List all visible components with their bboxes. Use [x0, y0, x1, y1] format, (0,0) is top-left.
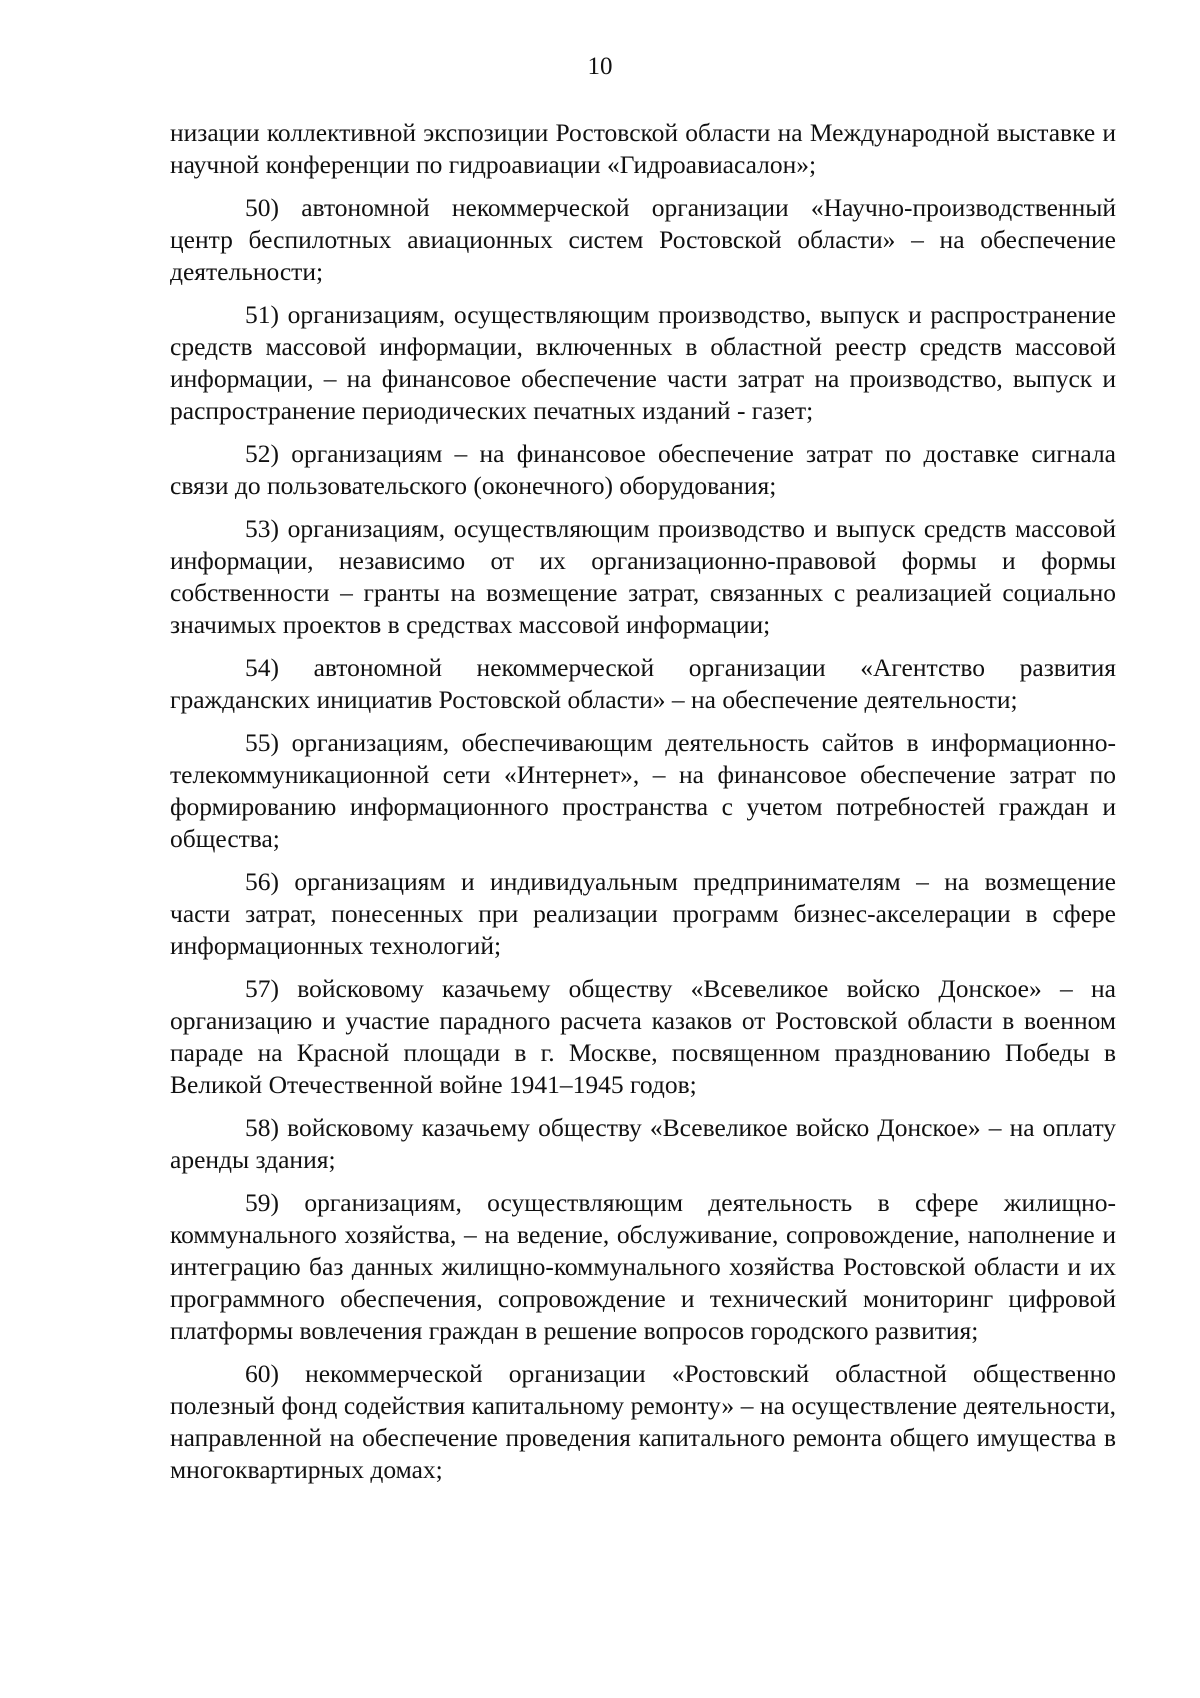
paragraph-item-56: 56) организациям и индивидуальным предпринимателям – на возмещение части затрат, понесенных при реализации программ бизнес-акселерации в сфере информационных технологий;: [170, 867, 1116, 960]
paragraph-item-57: 57) войсковому казачьему обществу «Всевеликое войско Донское» – на организацию и участие парадного расчета казаков от Ростовской области в военном параде на Красной площади в г. Москве, посвященном празднованию Победы в Великой Отечественной войне 1941–1945 годов;: [170, 974, 1116, 1099]
paragraph-item-55: 55) организациям, обеспечивающим деятельность сайтов в информационно-телекоммуникационной сети «Интернет», – на финансовое обеспечение затрат по формированию информационного пространства с учетом потребностей граждан и общества;: [170, 728, 1116, 853]
page-number: 10: [587, 53, 613, 80]
document-body: [170, 117, 1116, 1497]
paragraph-item-54: 54) автономной некоммерческой организации «Агентство развития гражданских инициатив Ростовской области» – на обеспечение деятельности;: [170, 653, 1116, 714]
paragraph-continuation: низации коллективной экспозиции Ростовской области на Международной выставке и научной конференции по гидроавиации «Гидроавиасалон»;: [170, 118, 1116, 179]
paragraph-item-51: 51) организациям, осуществляющим производство, выпуск и распространение средств массовой информации, включенных в областной реестр средств массовой информации, – на финансовое обеспечение части затрат на производство, выпуск и распространение периодических печатных изданий - газет;: [170, 300, 1116, 425]
paragraph-item-53: 53) организациям, осуществляющим производство и выпуск средств массовой информации, независимо от их организационно-правовой формы и формы собственности – гранты на возмещение затрат, связанных с реализацией социально значимых проектов в средствах массовой информации;: [170, 514, 1116, 639]
paragraph-item-60: 60) некоммерческой организации «Ростовский областной общественно полезный фонд содействия капитальному ремонту» – на осуществление деятельности, направленной на обеспечение проведения капитального ремонта общего имущества в многоквартирных домах;: [170, 1359, 1116, 1484]
paragraph-item-59: 59) организациям, осуществляющим деятельность в сфере жилищно-коммунального хозяйства, – на ведение, обслуживание, сопровождение, наполнение и интеграцию баз данных жилищно-коммунального хозяйства Ростовской области и их программного обеспечения, сопровождение и технический мониторинг цифровой платформы вовлечения граждан в решение вопросов городского развития;: [170, 1188, 1116, 1345]
paragraph-item-50: 50) автономной некоммерческой организации «Научно-производственный центр беспилотных авиационных систем Ростовской области» – на обеспечение деятельности;: [170, 193, 1116, 286]
paragraph-item-52: 52) организациям – на финансовое обеспечение затрат по доставке сигнала связи до пользовательского (оконечного) оборудования;: [170, 439, 1116, 500]
paragraph-item-58: 58) войсковому казачьему обществу «Всевеликое войско Донское» – на оплату аренды здания;: [170, 1113, 1116, 1174]
